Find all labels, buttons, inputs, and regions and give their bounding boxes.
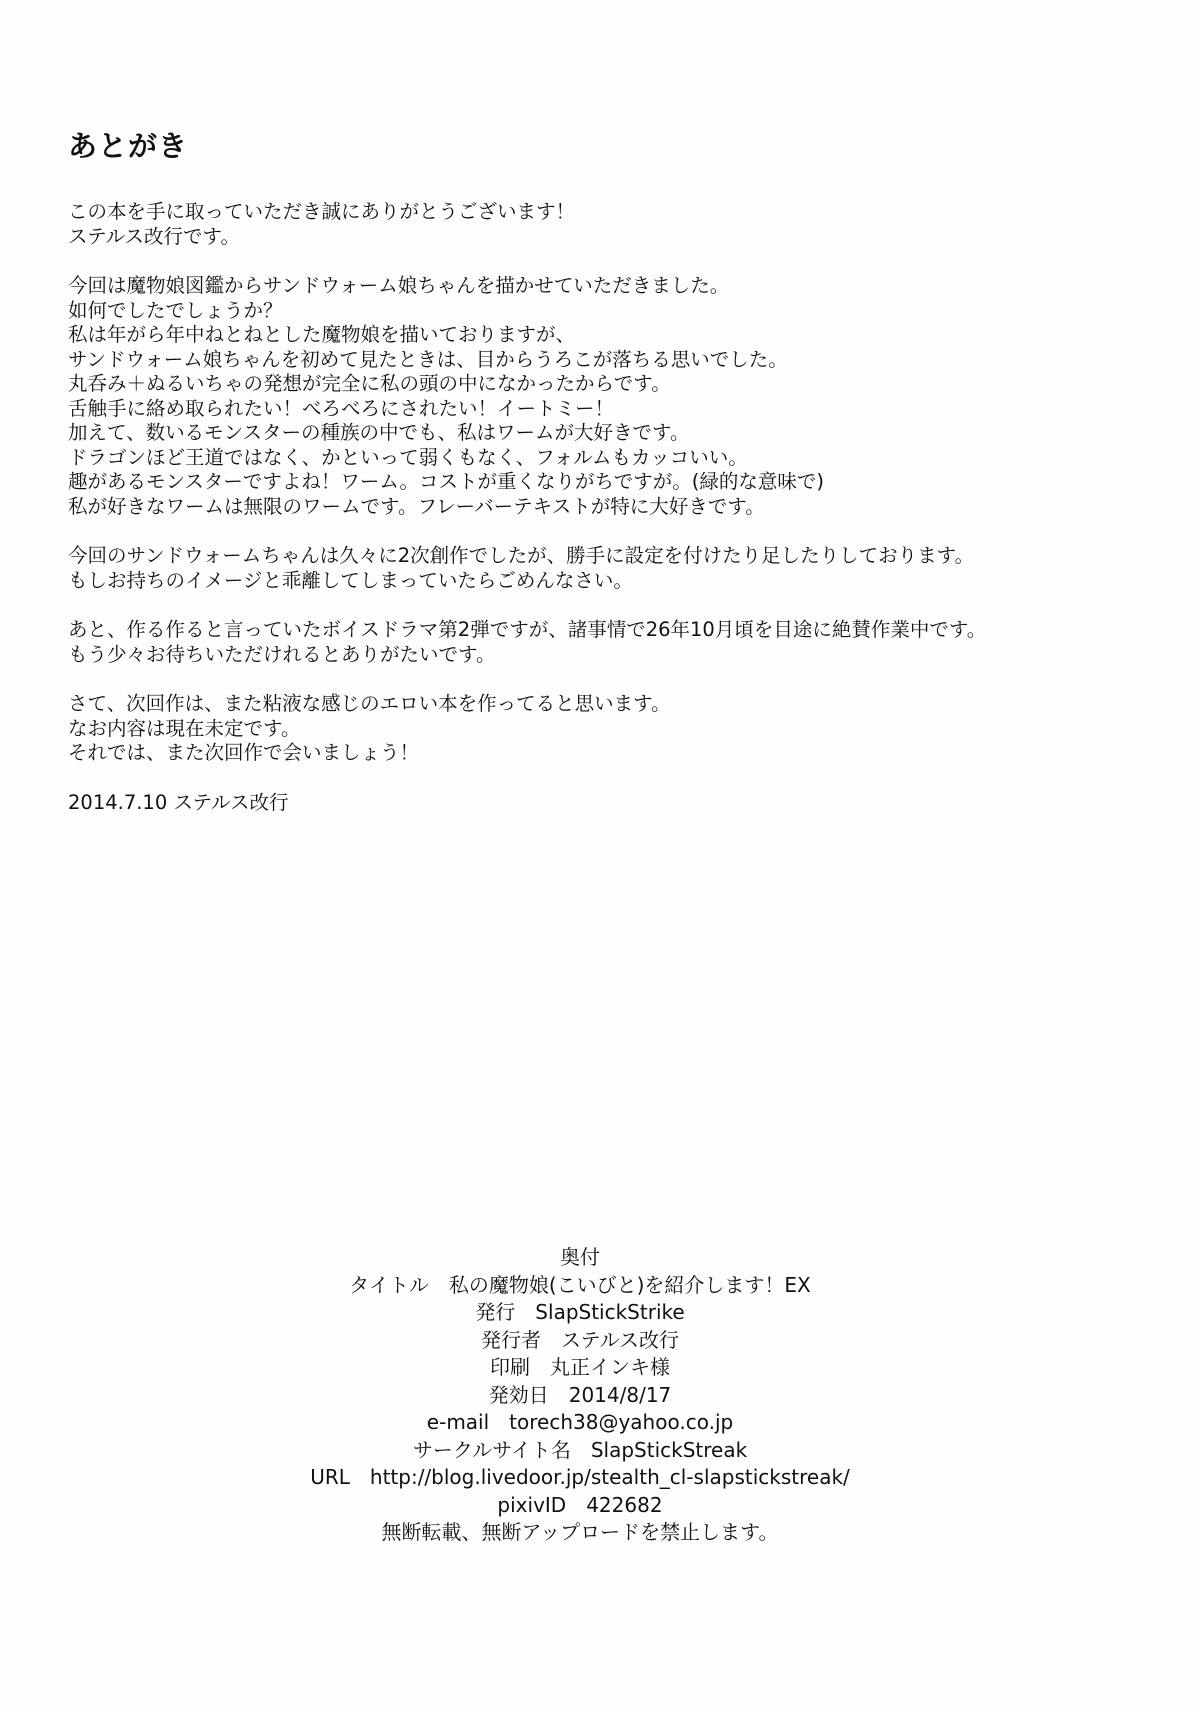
afterword-line: 私は年がら年中ねとねとした魔物娘を描いておりますが、 bbox=[68, 323, 576, 346]
afterword-line: もう少々お待ちいただけれるとありがたいです。 bbox=[68, 642, 496, 666]
colophon-title: タイトル 私の魔物娘(こいびと)を紹介します！EX bbox=[349, 1272, 811, 1297]
afterword-line: 如何でしたでしょうか？ bbox=[68, 298, 283, 322]
afterword-paragraph-5 bbox=[68, 692, 1148, 766]
afterword-line: 丸呑み＋ぬるいちゃの発想が完全に私の頭の中になかったからです。 bbox=[68, 372, 671, 395]
afterword-line: ステルス改行です。 bbox=[68, 224, 240, 248]
colophon-circle-site: サークルサイト名 SlapStickStreak bbox=[412, 1437, 748, 1462]
colophon-url: URL http://blog.livedoor.jp/stealth_cl-slapstickstreak/ bbox=[310, 1465, 850, 1489]
afterword-line: なお内容は現在未定です。 bbox=[68, 716, 301, 740]
afterword-paragraph-2 bbox=[68, 274, 1148, 519]
afterword-line: 今回のサンドウォームちゃんは久々に2次創作でしたが、勝手に設定を付けたり足したりしております。 bbox=[68, 544, 975, 567]
afterword-line: もしお持ちのイメージと乖離してしまっていたらごめんなさい。 bbox=[68, 568, 633, 592]
colophon-notice: 無断転載、無断アップロードを禁止します。 bbox=[381, 1520, 779, 1544]
afterword-line: あと、作る作ると言っていたボイスドラマ第2弾ですが、諸事情で26年10月頃を目途に絶賛作業中です。 bbox=[68, 618, 987, 641]
afterword-body bbox=[68, 200, 1148, 840]
afterword-line: それでは、また次回作で会いましょう！ bbox=[68, 741, 420, 764]
colophon-heading: 奥付 bbox=[560, 1245, 600, 1269]
afterword-line: さて、次回作は、また粘液な感じのエロい本を作ってると思います。 bbox=[68, 692, 671, 715]
afterword-line: 私が好きなワームは無限のワームです。フレーバーテキストが特に大好きです。 bbox=[68, 494, 765, 518]
afterword-line: 舌触手に絡め取られたい！べろべろにされたい！イートミー！ bbox=[68, 396, 615, 420]
colophon-issue-date: 発効日 2014/8/17 bbox=[488, 1382, 672, 1407]
colophon-printer: 印刷 丸正インキ様 bbox=[490, 1355, 670, 1379]
colophon-email: e-mail torech38@yahoo.co.jp bbox=[426, 1410, 734, 1434]
afterword-line: サンドウォーム娘ちゃんを初めて見たときは、目からうろこが落ちる思いでした。 bbox=[68, 347, 788, 371]
afterword-line: 加えて、数いるモンスターの種族の中でも、私はワームが大好きです。 bbox=[68, 421, 690, 444]
afterword-line: 今回は魔物娘図鑑からサンドウォーム娘ちゃんを描かせていただきました。 bbox=[68, 274, 730, 297]
colophon-issuer: 発行者 ステルス改行 bbox=[481, 1327, 679, 1352]
afterword-line: 趣があるモンスターですよね！ワーム。コストが重くなりがちですが。(緑的な意味で) bbox=[68, 470, 825, 493]
afterword-line: この本を手に取っていただき誠にありがとうございます！ bbox=[68, 200, 576, 223]
colophon-pixiv-id: pixivID 422682 bbox=[497, 1492, 663, 1517]
colophon bbox=[240, 1244, 920, 1547]
afterword-title: あとがき bbox=[68, 129, 189, 163]
afterword-signature: 2014.7.10 ステルス改行 bbox=[68, 790, 289, 814]
afterword-paragraph-3 bbox=[68, 544, 1148, 593]
afterword-line: ドラゴンほど王道ではなく、かといって弱くもなく、フォルムもカッコいい。 bbox=[68, 445, 748, 469]
colophon-publisher: 発行 SlapStickStrike bbox=[475, 1300, 685, 1324]
afterword-signature-block bbox=[68, 791, 1148, 816]
afterword-paragraph-1 bbox=[68, 200, 1148, 249]
afterword-paragraph-4 bbox=[68, 618, 1148, 667]
